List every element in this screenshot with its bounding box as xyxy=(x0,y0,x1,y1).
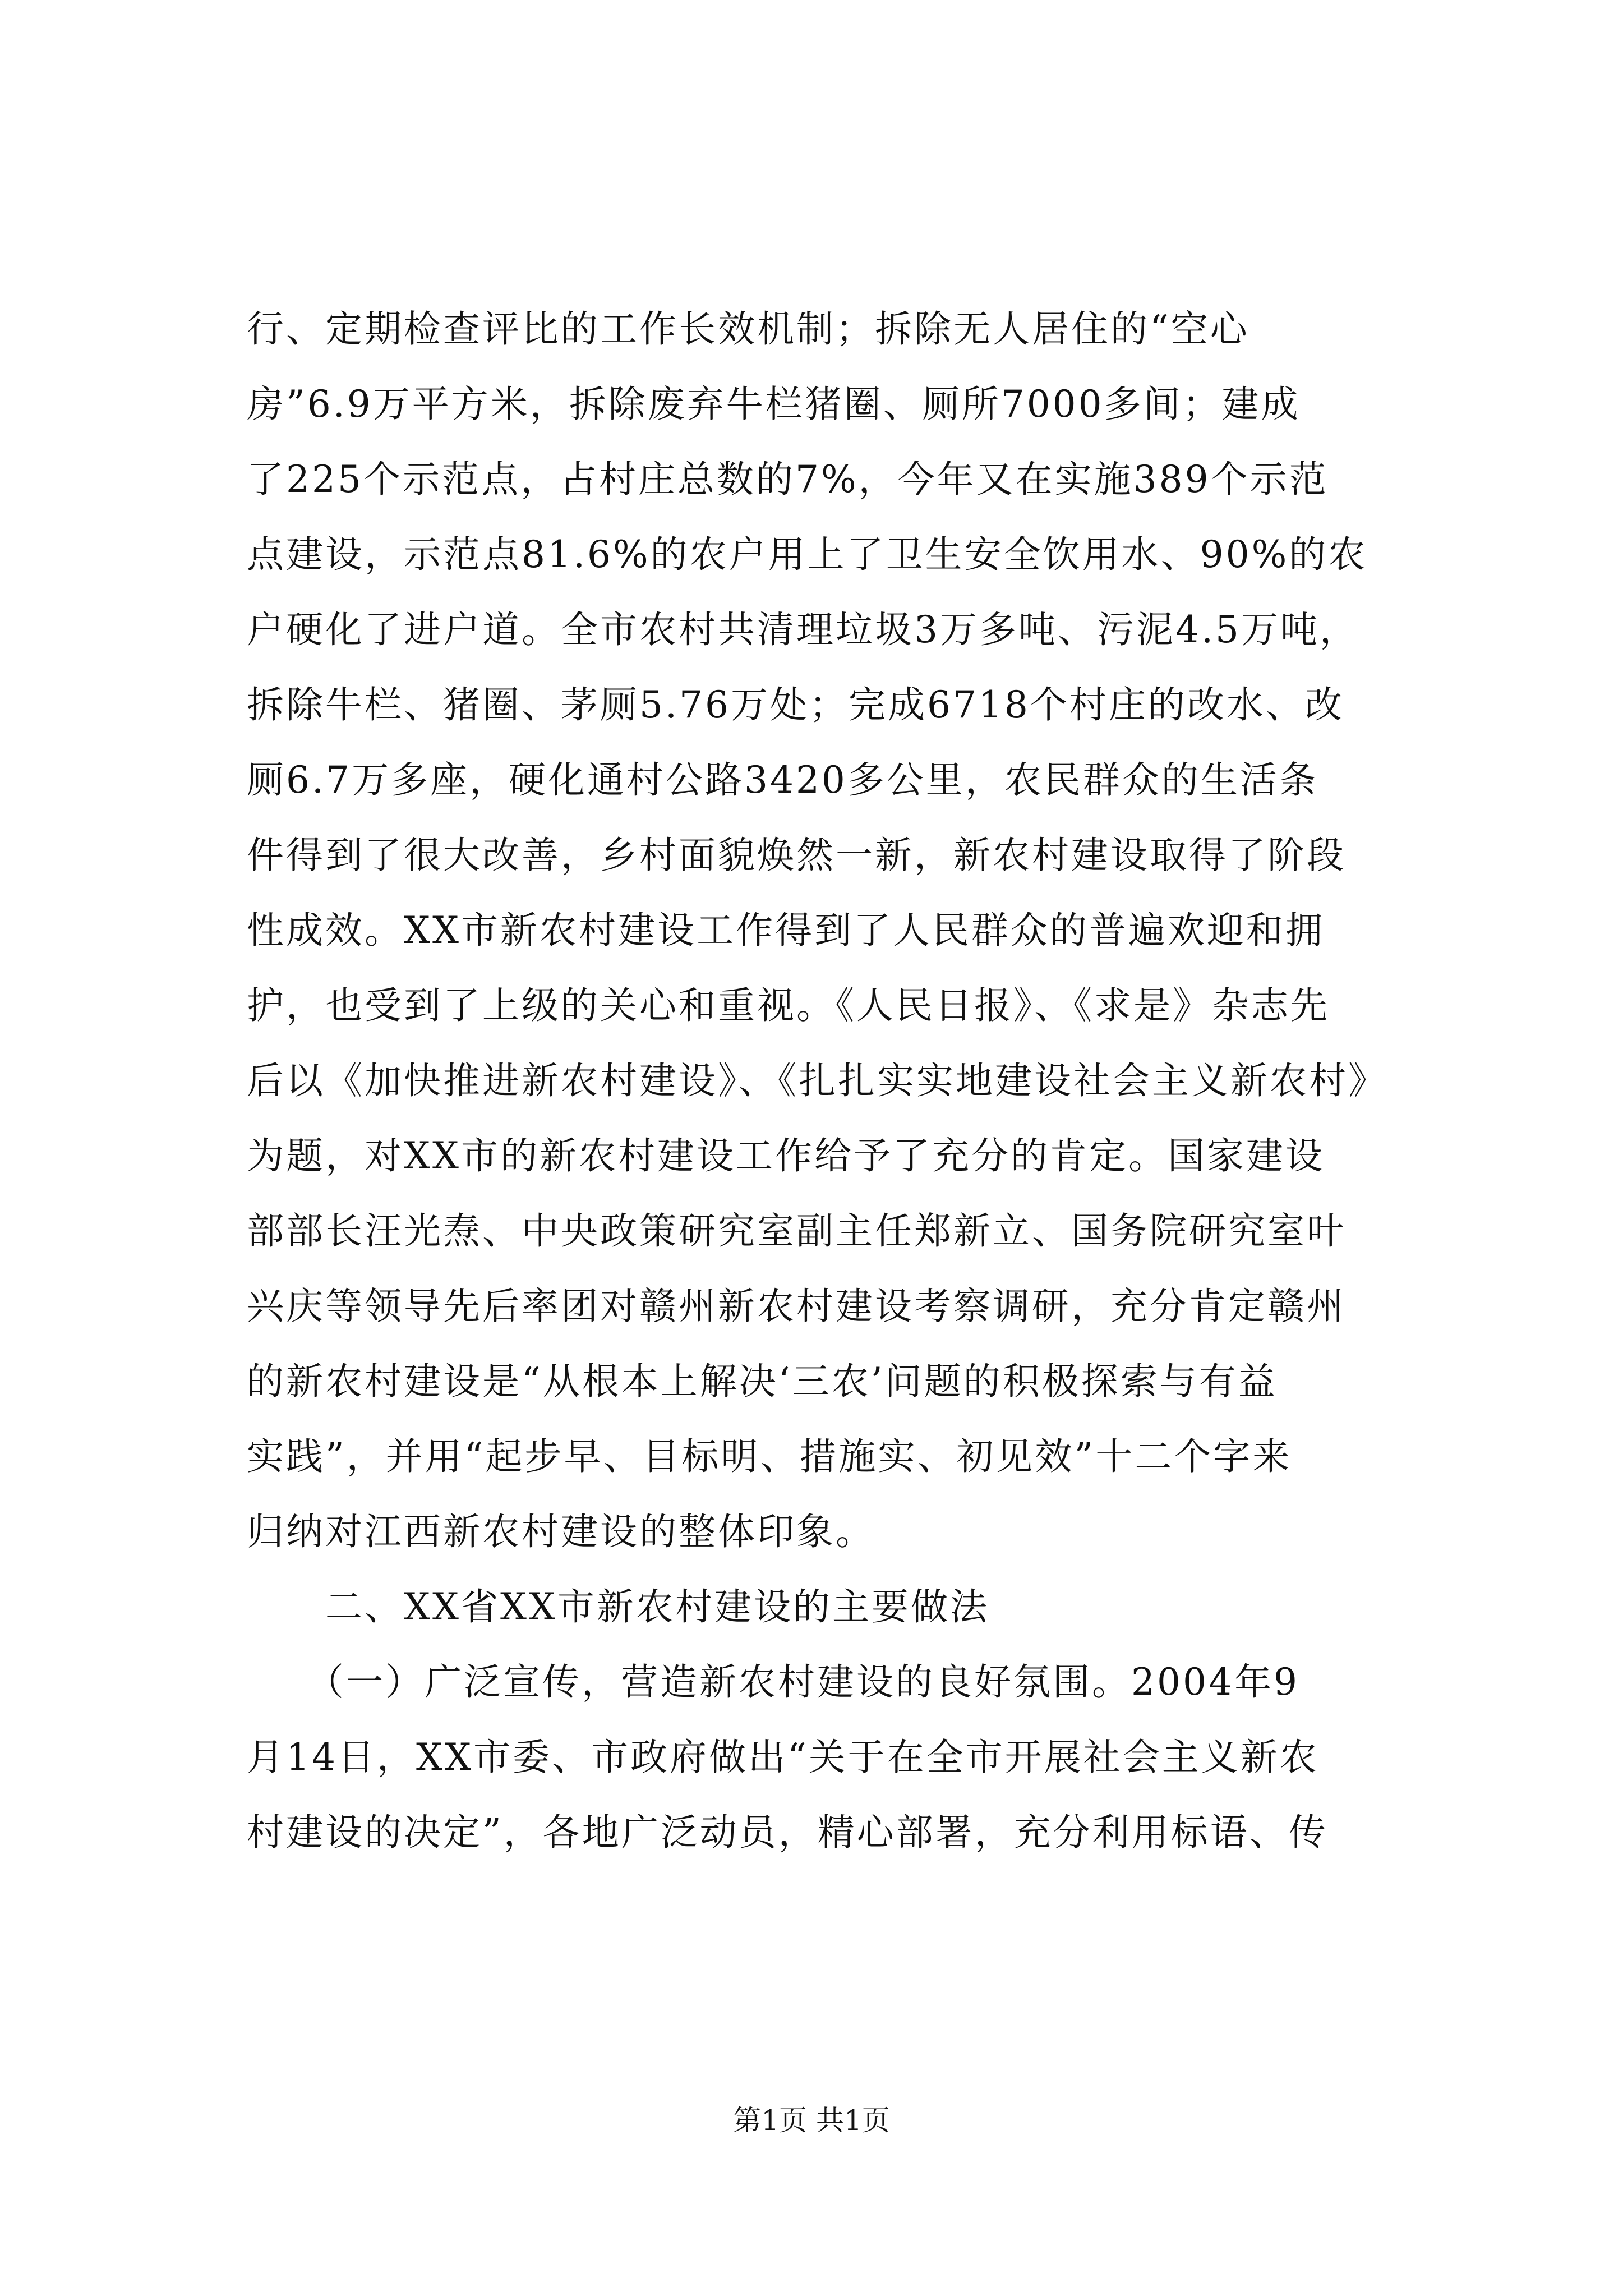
text-line: 厕6.7万多座，硬化通村公路3420多公里，农民群众的生活条 xyxy=(247,758,1318,802)
section-heading: 二、XX省XX市新农村建设的主要做法 xyxy=(247,1585,989,1628)
text-line: （一）广泛宣传，营造新农村建设的良好氛围。2004年9 xyxy=(247,1660,1299,1704)
text-line: 后以《加快推进新农村建设》、《扎扎实实地建设社会主义新农村》 xyxy=(247,1059,1387,1102)
text-line: 部部长汪光焘、中央政策研究室副主任郑新立、国务院研究室叶 xyxy=(247,1209,1346,1253)
text-line: 村建设的决定”，各地广泛动员，精心部署，充分利用标语、传 xyxy=(247,1811,1328,1854)
text-line: 性成效。XX市新农村建设工作得到了人民群众的普遍欢迎和拥 xyxy=(247,909,1325,952)
text-line: 行、定期检查评比的工作长效机制；拆除无人居住的“空心 xyxy=(247,307,1249,351)
text-line: 拆除牛栏、猪圈、茅厕5.76万处；完成6718个村庄的改水、改 xyxy=(247,683,1344,726)
text-line: 了225个示范点，占村庄总数的7%，今年又在实施389个示范 xyxy=(247,458,1329,501)
page-footer: 第1页 共1页 xyxy=(733,2104,890,2137)
text-line: 户硬化了进户道。全市农村共清理垃圾3万多吨、污泥4.5万吨， xyxy=(247,608,1359,651)
text-line: 归纳对江西新农村建设的整体印象。 xyxy=(247,1510,875,1553)
document-body xyxy=(247,292,1419,1870)
text-line: 兴庆等领导先后率团对赣州新农村建设考察调研，充分肯定赣州 xyxy=(247,1285,1346,1328)
text-line: 房”6.9万平方米，拆除废弃牛栏猪圈、厕所7000多间；建成 xyxy=(247,383,1301,426)
text-line: 为题，对XX市的新农村建设工作给予了充分的肯定。国家建设 xyxy=(247,1134,1325,1177)
text-line: 点建设，示范点81.6%的农户用上了卫生安全饮用水、90%的农 xyxy=(247,533,1368,576)
text-line: 月14日，XX市委、市政府做出“关于在全市开展社会主义新农 xyxy=(247,1736,1319,1779)
text-line: 的新农村建设是“从根本上解决‘三农’问题的积极探索与有益 xyxy=(247,1360,1278,1403)
text-line: 护，也受到了上级的关心和重视。《人民日报》、《求是》杂志先 xyxy=(247,984,1330,1027)
text-line: 件得到了很大改善，乡村面貌焕然一新，新农村建设取得了阶段 xyxy=(247,834,1346,877)
text-line: 实践”，并用“起步早、目标明、措施实、初见效”十二个字来 xyxy=(247,1435,1292,1478)
